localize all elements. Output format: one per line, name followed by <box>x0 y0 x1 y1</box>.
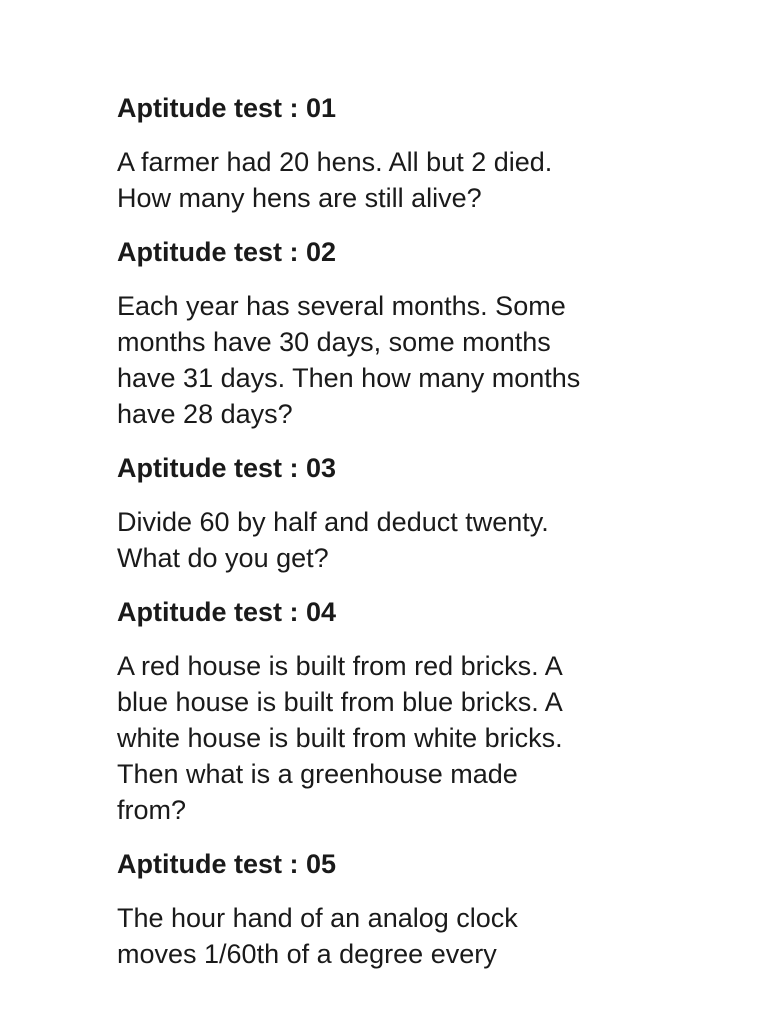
test-heading: Aptitude test : 05 <box>117 849 337 879</box>
test-question <box>117 288 677 432</box>
question-line: Then what is a greenhouse made <box>117 759 518 789</box>
question-line: What do you get? <box>117 543 329 573</box>
test-question <box>117 504 677 576</box>
aptitude-test-04 <box>117 594 677 828</box>
test-heading: Aptitude test : 02 <box>117 237 337 267</box>
question-line: have 31 days. Then how many months <box>117 363 581 393</box>
aptitude-test-02 <box>117 234 677 432</box>
test-heading: Aptitude test : 03 <box>117 453 337 483</box>
question-line: Divide 60 by half and deduct twenty. <box>117 507 549 537</box>
aptitude-test-05 <box>117 846 677 972</box>
document-page <box>117 90 677 990</box>
test-heading: Aptitude test : 04 <box>117 597 337 627</box>
question-line: moves 1/60th of a degree every <box>117 939 497 969</box>
test-question <box>117 648 677 828</box>
test-heading: Aptitude test : 01 <box>117 93 337 123</box>
aptitude-test-03 <box>117 450 677 576</box>
question-line: A farmer had 20 hens. All but 2 died. <box>117 147 553 177</box>
question-line: How many hens are still alive? <box>117 183 482 213</box>
question-line: The hour hand of an analog clock <box>117 903 518 933</box>
question-line: from? <box>117 795 187 825</box>
question-line: blue house is built from blue bricks. A <box>117 687 563 717</box>
question-line: A red house is built from red bricks. A <box>117 651 563 681</box>
aptitude-test-01 <box>117 90 677 216</box>
test-question <box>117 144 677 216</box>
question-line: Each year has several months. Some <box>117 291 566 321</box>
question-line: have 28 days? <box>117 399 293 429</box>
test-question <box>117 900 677 972</box>
question-line: white house is built from white bricks. <box>117 723 563 753</box>
question-line: months have 30 days, some months <box>117 327 551 357</box>
